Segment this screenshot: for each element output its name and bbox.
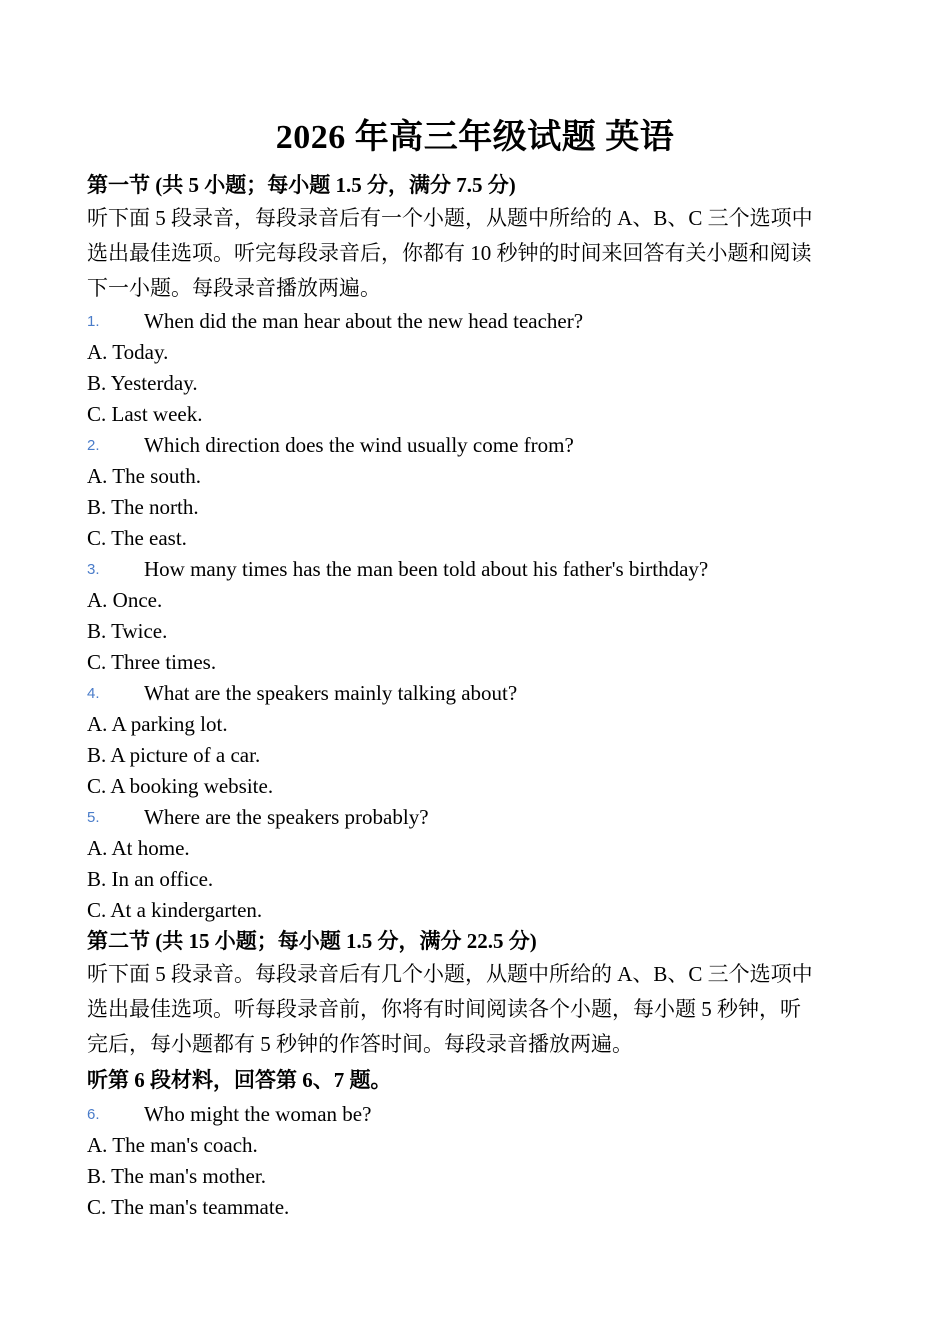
section-2-instructions bbox=[87, 957, 862, 1062]
question-number: 5. bbox=[87, 809, 100, 826]
question-text: Which direction does the wind usually come from? bbox=[144, 433, 574, 457]
option-c: C. Three times. bbox=[87, 650, 217, 674]
option-b: B. A picture of a car. bbox=[87, 743, 261, 767]
option-b: B. Twice. bbox=[87, 619, 168, 643]
page-title: 2026 年高三年级试题 英语 bbox=[275, 119, 675, 156]
question-3 bbox=[87, 554, 862, 585]
option-a: A. At home. bbox=[87, 836, 190, 860]
section-1-instructions bbox=[87, 201, 862, 306]
instruction-line: 选出最佳选项。听每段录音前，你将有时间阅读各个小题，每小题 5 秒钟，听 bbox=[87, 997, 801, 1021]
option-c: C. The man's teammate. bbox=[87, 1195, 290, 1219]
option-b: B. Yesterday. bbox=[87, 371, 198, 395]
instruction-line: 选出最佳选项。听完每段录音后，你都有 10 秒钟的时间来回答有关小题和阅读 bbox=[87, 241, 812, 265]
question-number: 6. bbox=[87, 1106, 100, 1123]
option-b: B. The man's mother. bbox=[87, 1164, 266, 1188]
question-6 bbox=[87, 1099, 862, 1130]
option-b: B. The north. bbox=[87, 495, 199, 519]
question-number: 3. bbox=[87, 561, 100, 578]
question-number: 1. bbox=[87, 313, 100, 330]
option-a: A. A parking lot. bbox=[87, 712, 228, 736]
option-a: A. Once. bbox=[87, 588, 163, 612]
instruction-line: 完后，每小题都有 5 秒钟的作答时间。每段录音播放两遍。 bbox=[87, 1032, 633, 1056]
section-1-heading: 第一节 (共 5 小题；每小题 1.5 分，满分 7.5 分) bbox=[87, 173, 516, 197]
instruction-line: 听下面 5 段录音，每段录音后有一个小题，从题中所给的 A、B、C 三个选项中 bbox=[87, 206, 813, 230]
question-4 bbox=[87, 678, 862, 709]
option-b: B. In an office. bbox=[87, 867, 214, 891]
question-2 bbox=[87, 430, 862, 461]
option-c: C. The east. bbox=[87, 526, 187, 550]
question-number: 4. bbox=[87, 685, 100, 702]
question-text: How many times has the man been told about his father's birthday? bbox=[144, 557, 709, 581]
option-c: C. Last week. bbox=[87, 402, 203, 426]
question-text: Where are the speakers probably? bbox=[144, 805, 429, 829]
option-a: A. The man's coach. bbox=[87, 1133, 258, 1157]
option-c: C. At a kindergarten. bbox=[87, 898, 263, 922]
question-5 bbox=[87, 802, 862, 833]
question-1 bbox=[87, 306, 862, 337]
document-body bbox=[87, 170, 862, 1223]
option-c: C. A booking website. bbox=[87, 774, 274, 798]
instruction-line: 下一小题。每段录音播放两遍。 bbox=[87, 276, 381, 300]
instruction-line: 听下面 5 段录音。每段录音后有几个小题，从题中所给的 A、B、C 三个选项中 bbox=[87, 962, 813, 986]
question-text: When did the man hear about the new head teacher? bbox=[144, 309, 584, 333]
section-2-heading: 第二节 (共 15 小题；每小题 1.5 分，满分 22.5 分) bbox=[87, 929, 537, 953]
option-a: A. The south. bbox=[87, 464, 201, 488]
question-number: 2. bbox=[87, 437, 100, 454]
question-text: Who might the woman be? bbox=[144, 1102, 372, 1126]
option-a: A. Today. bbox=[87, 340, 169, 364]
question-text: What are the speakers mainly talking about? bbox=[144, 681, 518, 705]
section-2-subheading: 听第 6 段材料，回答第 6、7 题。 bbox=[87, 1068, 392, 1092]
